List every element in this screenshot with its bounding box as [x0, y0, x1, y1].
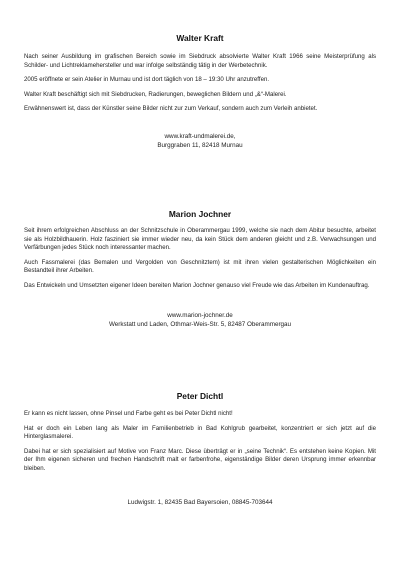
paragraph: Seit ihrem erfolgreichen Abschluss an der Schnitzschule in Oberammergau 1999, welche sie nach dem Abitur besuchte, arbeitet sie als Holzbildhauerin. Holz fasziniert sie immer wieder neu, da kein Stück dem anderen gleicht und z.B. Verwachsungen und Verfärbungen jedes Stück noch interessanter machen. — [24, 227, 376, 252]
paragraph: Hat er doch ein Leben lang als Maler im Familienbetrieb in Bad Kohlgrub gearbeitet, konzentriert er sich jetzt auf die Hinterglasmalerei. — [24, 424, 376, 441]
paragraph: Das Entwickeln und Umsetzten eigener Ideen bereiten Marion Jochner genauso viel Freude wie das Arbeiten im Kundenauftrag. — [24, 281, 370, 289]
contact-address: Werkstatt und Laden, Othmar-Weis-Str. 5, 82487 Oberammergau — [108, 321, 292, 329]
paragraph: Dabei hat er sich spezialisiert auf Motive von Franz Marc. Diese überträgt er in „seine Technik“. Es entstehen keine Kopien. Mit der Ihm eigenen sicheren und frechen Handschrift malt er farbenfrohe, eigenständige Bilder deren Ursprung immer erkennbar bleiben. — [24, 447, 376, 472]
artist-section-walter-kraft — [24, 33, 376, 151]
paragraph: Auch Fassmalerei (das Bemalen und Vergolden von Geschnitztem) ist mit ihren vielen gestalterischen Möglichkeiten ein Bestandteil ihrer Arbeiten. — [24, 258, 376, 275]
paragraph: Er kann es nicht lassen, ohne Pinsel und Farbe geht es bei Peter Dichtl nicht! — [24, 410, 233, 417]
contact-website: www.marion-jochner.de — [167, 311, 233, 319]
section-title: Walter Kraft — [176, 33, 224, 43]
contact-website: www.kraft-undmalerei.de, — [164, 132, 236, 140]
paragraph: Walter Kraft beschäftigt sich mit Siebdrucken, Radierungen, beweglichen Bildern und „&“-Malerei. — [24, 90, 287, 98]
contact-address: Ludwigstr. 1, 82435 Bad Bayersoien, 08845-703644 — [127, 498, 273, 506]
artist-section-peter-dichtl — [24, 391, 376, 507]
paragraph: Erwähnenswert ist, dass der Künstler seine Bilder nicht zur zum Verkauf, sondern auch zum Verleih anbietet. — [24, 105, 318, 113]
paragraph: 2005 eröffnete er sein Atelier in Murnau und ist dort täglich von 18 – 19:30 Uhr anzutreffen. — [24, 76, 270, 84]
artist-section-marion-jochner — [24, 209, 376, 330]
paragraph: Nach seiner Ausbildung im grafischen Bereich sowie im Siebdruck absolvierte Walter Kraft 1966 seine Meisterprüfung als Schilder- und Lichtreklamehersteller und war infolge selbständig tätig in der Werbetechnik. — [24, 53, 376, 69]
section-title: Peter Dichtl — [176, 391, 224, 401]
section-title: Marion Jochner — [168, 209, 232, 219]
contact-address: Burggraben 11, 82418 Murnau — [157, 142, 243, 150]
